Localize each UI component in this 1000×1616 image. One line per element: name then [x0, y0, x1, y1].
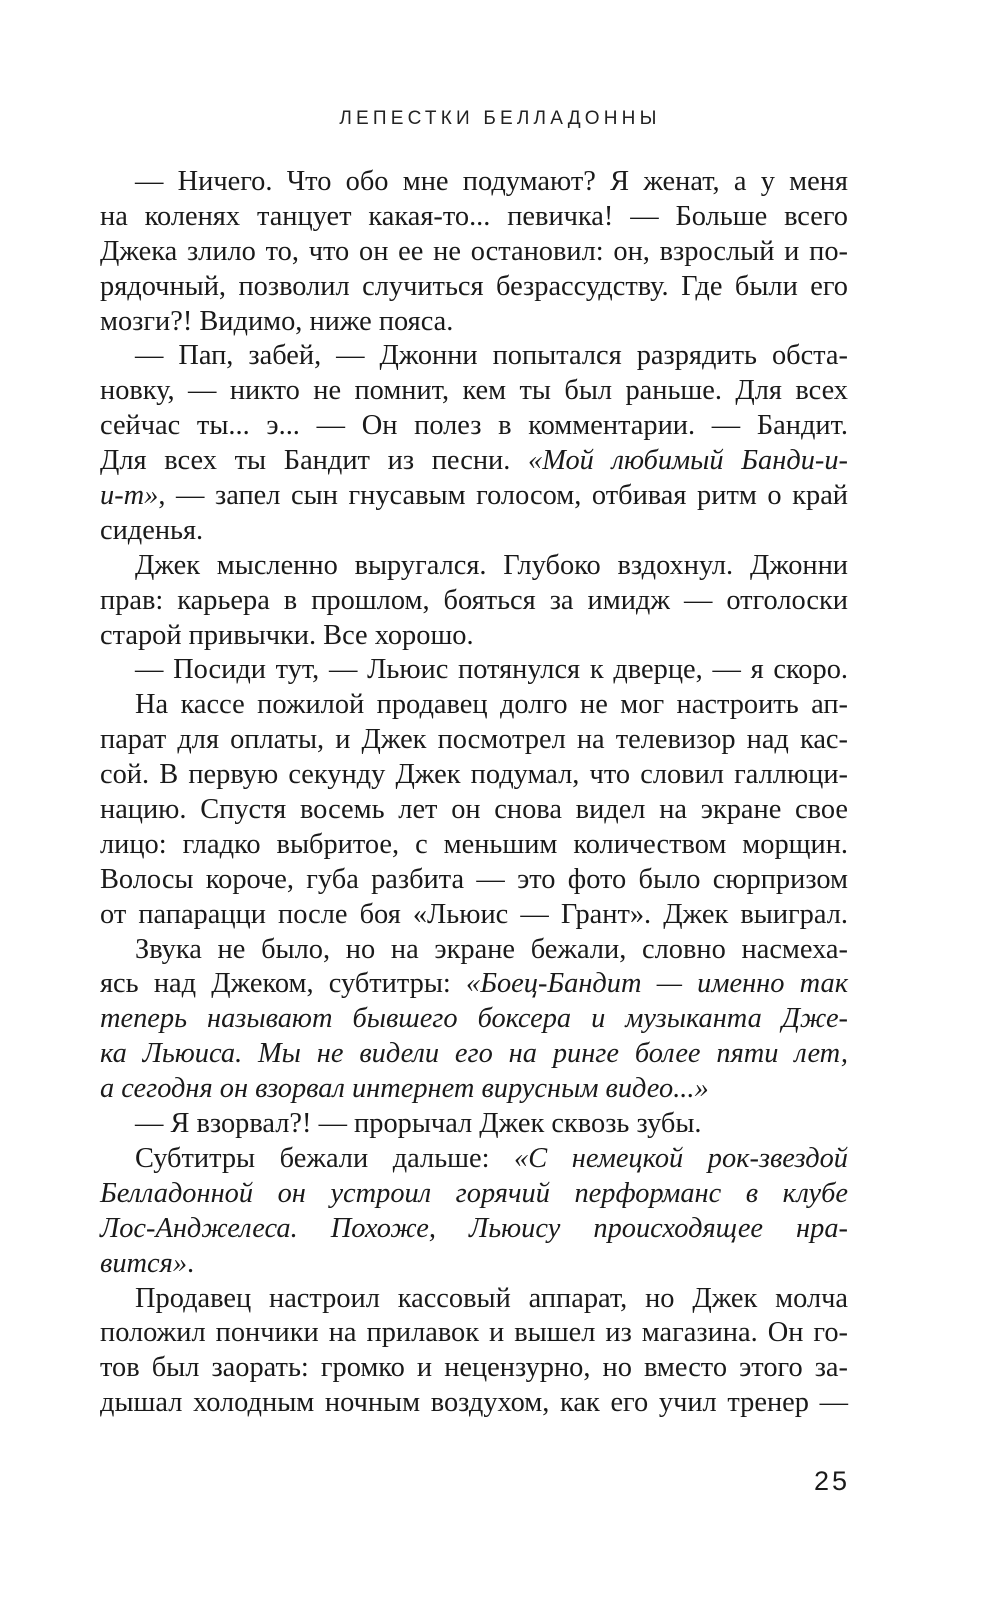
text-line [100, 1002, 848, 1037]
running-head: ЛЕПЕСТКИ БЕЛЛАДОННЫ [339, 108, 661, 129]
text-line: старой привычки. Все хорошо. [100, 619, 474, 651]
text-segment: Для всех ты Бандит из песни. [100, 445, 529, 477]
text-line: Джек мысленно выругался. Глубоко вздохнул. Джонни [135, 549, 848, 581]
text-line: Звука не было, но на экране бежали, словно насмеха- [135, 933, 848, 965]
text-line: парат для оплаты, и Джек посмотрел на телевизор над кас- [100, 724, 848, 756]
text-line [100, 444, 848, 479]
italic-segment: ка Льюиса. Мы не видели его на ринге более пяти лет, [100, 1038, 848, 1070]
italic-segment: теперь называют бывшего боксера и музыканта Дже- [100, 1003, 848, 1035]
text-line: положил пончики на прилавок и вышел из магазина. Он го- [100, 1317, 848, 1349]
text-line: сиденья. [100, 514, 204, 546]
text-segment: Субтитры бежали дальше: [135, 1142, 515, 1174]
text-line: мозги?! Видимо, ниже пояса. [100, 305, 454, 337]
italic-segment: «Мой любимый Банди-и- [528, 445, 848, 477]
text-line [100, 479, 848, 514]
text-line: — Пап, забей, — Джонни попытался разрядить обста- [135, 340, 848, 372]
text-line: дышал холодным ночным воздухом, как его учил тренер — [100, 1387, 848, 1419]
text-line: сейчас ты... э... — Он полез в комментарии. — Бандит. [100, 410, 848, 442]
text-segment: . [187, 1247, 195, 1279]
text-line: На кассе пожилой продавец долго не мог настроить ап- [135, 689, 848, 721]
text-line: прав: карьера в прошлом, бояться за имидж — отголоски [100, 584, 848, 616]
text-line: от папарацци после боя «Льюис — Грант». Джек выиграл. [100, 898, 848, 930]
italic-segment: и-т» [100, 480, 159, 512]
text-line: рядочный, позволил случиться безрассудству. Где были его [100, 270, 848, 302]
text-line [100, 1177, 848, 1212]
body-text [100, 165, 848, 1421]
text-line: — Посиди тут, — Льюис потянулся к дверце, — я скоро. [135, 654, 848, 686]
text-line [100, 1212, 848, 1247]
text-line: новку, — никто не помнит, кем ты был раньше. Для всех [100, 375, 848, 407]
italic-segment: «С немецкой рок-звездой [514, 1142, 848, 1174]
italic-segment: вится» [100, 1247, 188, 1279]
text-line: Волосы короче, губа разбита — это фото было сюрпризом [100, 863, 848, 895]
text-line: нацию. Спустя восемь лет он снова видел на экране свое [100, 794, 848, 826]
text-line: — Я взорвал?! — прорычал Джек сквозь зубы. [135, 1108, 702, 1140]
page-number: 25 [813, 1466, 850, 1496]
text-line [100, 1247, 848, 1282]
text-line: сой. В первую секунду Джек подумал, что словил галлюци- [100, 759, 848, 791]
italic-segment: а сегодня он взорвал интернет вирусным видео...» [100, 1073, 709, 1105]
text-segment: , — запел сын гнусавым голосом, отбивая ритм о край [158, 480, 848, 512]
text-line [100, 1142, 848, 1177]
text-line [100, 967, 848, 1002]
text-line: Джека злило то, что он ее не остановил: он, взрослый и по- [100, 235, 848, 267]
text-line: на коленях танцует какая-то... певичка! — Больше всего [100, 200, 848, 232]
text-line: лицо: гладко выбритое, с меньшим количеством морщин. [100, 828, 848, 860]
text-line: Продавец настроил кассовый аппарат, но Джек молча [135, 1282, 848, 1314]
italic-segment: «Боец-Бандит — именно так [466, 968, 848, 1000]
text-line [100, 1072, 848, 1107]
text-line [100, 1037, 848, 1072]
text-segment: ясь над Джеком, субтитры: [100, 968, 467, 1000]
italic-segment: Лос-Анджелеса. Похоже, Льюису происходящее нра- [100, 1212, 848, 1244]
text-line: тов был заорать: громко и нецензурно, но вместо этого за- [100, 1352, 848, 1384]
text-line: — Ничего. Что обо мне подумают? Я женат, а у меня [135, 166, 848, 197]
italic-segment: Белладонной он устроил горячий перформанс в клубе [100, 1177, 848, 1209]
